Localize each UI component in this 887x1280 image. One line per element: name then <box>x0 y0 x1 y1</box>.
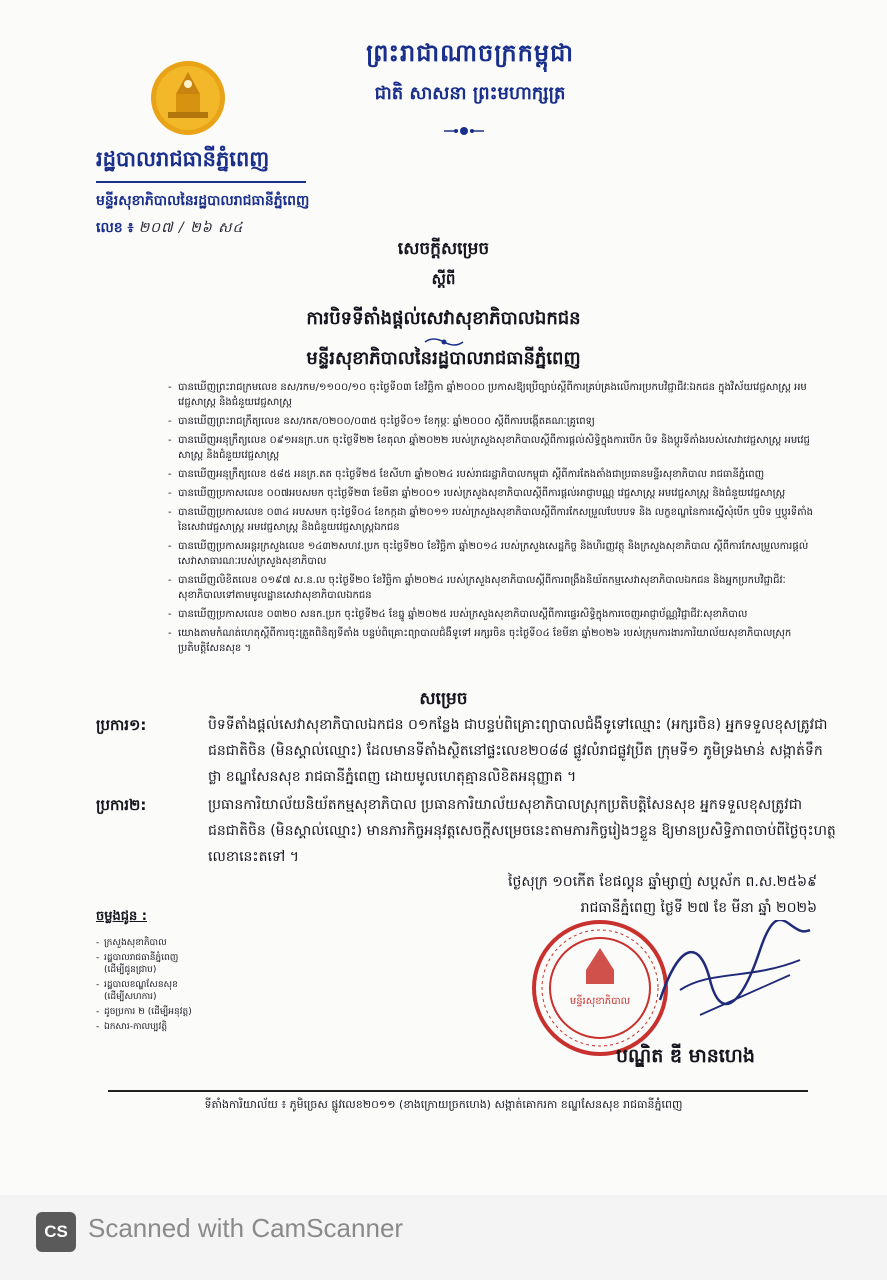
legal-references-list <box>168 380 816 660</box>
reference-item: - បានឃើញប្រកាសលេខ ០០៧អបសមក ចុះថ្ងៃទី២៣ ខែមីនា ឆ្នាំ២០០១ របស់ក្រសួងសុខាភិបាលស្តីពីការផ្តល់អាជ្ញាបណ្ណ វេជ្ជសាស្ត្រ អមវេជ្ជសាស្ត្រ និងជំនួយវេជ្ជសាស្ត្រ <box>168 486 816 501</box>
reference-item: - បានឃើញព្រះរាជក្រឹត្យលេខ នស/រកត/០២០០/០៣៥ ចុះថ្ងៃទី០១ ខែកុម្ភៈ ឆ្នាំ២០០០ ស្តីពីការបង្កើតគណៈគ្រូពេទ្យ <box>168 414 816 429</box>
national-motto: ជាតិ សាសនា ព្រះមហាក្សត្រ <box>374 83 566 104</box>
lunar-date: ថ្ងៃសុក្រ ១០កើត ខែផល្គុន ឆ្នាំម្សាញ់ សប្តស័ក ព.ស.២៥៦៩ <box>508 874 817 890</box>
recipients-title: ចម្លងជូន : <box>96 909 147 924</box>
issuer-block <box>96 146 309 239</box>
camscanner-logo-icon: CS <box>36 1212 76 1252</box>
scanner-watermark-text: Scanned with CamScanner <box>88 1213 404 1243</box>
handwritten-signature-icon <box>640 920 820 1030</box>
decision-subject-label: ស្តីពី <box>431 270 456 288</box>
recipient-item: - ដូចប្រការ ២ (ដើម្បីអនុវត្ត) <box>96 1006 192 1018</box>
decision-title: សេចក្តីសម្រេច <box>397 239 490 259</box>
reference-item: - បានឃើញប្រកាសលេខ ០៣៤ អបសមក ចុះថ្ងៃទី០៤ ខែកក្កដា ឆ្នាំ២០១១ របស់ក្រសួងសុខាភិបាលស្តីពីការកែសម្រួលបែបបទ និង លក្ខខណ្ឌនៃការស្នើសុំបើក ឬបិទ ឬប្តូរទីតាំងនៃសេវាវេជ្ជសាស្ត្រ អមវេជ្ជសាស្ត្រ និងជំនួយវេជ្ជសាស្ត្រឯកជន <box>168 505 816 535</box>
recipient-item: - រដ្ឋបាលរាជធានីភ្នំពេញ (ដើម្បីជូនជ្រាប) <box>96 952 192 976</box>
department-name: មន្ទីរសុខាភិបាលនៃរដ្ឋបាលរាជធានីភ្នំពេញ <box>96 193 310 209</box>
ornament-divider-icon <box>444 124 484 138</box>
recipients-list <box>96 937 192 1033</box>
issuer-name: រដ្ឋបាលរាជធានីភ្នំពេញ <box>96 147 270 171</box>
kingdom-header <box>300 38 640 108</box>
seal-text: មន្ទីរសុខាភិបាល <box>569 996 631 1007</box>
reference-number <box>96 218 309 239</box>
kingdom-name: ព្រះរាជាណាចក្រកម្ពុជា <box>366 39 574 67</box>
reference-item: - បានឃើញប្រកាសលេខ ០៣២០ សនក.ប្រក ចុះថ្ងៃទី២៤ ខែធ្នូ ឆ្នាំ២០២៥ របស់ក្រសួងសុខាភិបាលស្តីពីការផ្ទេរសិទ្ធិក្នុងការចេញអាជ្ញាប័ណ្ណវិជ្ជាជីវៈសុខាភិបាល <box>168 607 816 622</box>
recipient-item: - ឯកសារ-កាលប្បវត្តិ <box>96 1021 192 1033</box>
decision-subject: ការបិទទីតាំងផ្តល់សេវាសុខាភិបាលឯកជន <box>306 308 581 329</box>
article-1-text: បិទទីតាំងផ្តល់សេវាសុខាភិបាលឯកជន ០១កន្លែង ជាបន្ទប់ពិគ្រោះព្យាបាលជំងឺទូទៅឈ្មោះ (អក្សរចិន) អ្នកទទួលខុសត្រូវជាជនជាតិចិន (មិនស្គាល់ឈ្មោះ) ដែលមានទីតាំងស្ថិតនៅផ្ទះលេខ២០៨៨ ផ្លូវលំរាជផ្លូវប្រីត ក្រុមទី១ ភូមិទ្រងមាន់ សង្កាត់ទឹកថ្លា ខណ្ឌសែនសុខ រាជធានីភ្នំពេញ ដោយមូលហេតុគ្មានលិខិតអនុញ្ញាត ។ <box>208 717 828 785</box>
reference-item: - បានឃើញអនុក្រឹត្យលេខ ៥៨៥ អនក្រ.តត ចុះថ្ងៃទី២៥ ខែសីហា ឆ្នាំ២០២៤ របស់រាជរដ្ឋាភិបាលកម្ពុជា ស្តីពីការតែងតាំងជាប្រធានមន្ទីរសុខាភិបាល រាជធានីភ្នំពេញ <box>168 467 816 482</box>
issuer-underline <box>96 181 306 183</box>
article-2-label: ប្រការ២: <box>96 796 147 814</box>
article-2 <box>96 792 836 870</box>
decision-authority: មន្ទីរសុខាភិបាលនៃរដ្ឋបាលរាជធានីភ្នំពេញ <box>306 348 581 369</box>
reference-item: - បានឃើញប្រកាសអន្តរក្រសួងលេខ ១៤៣២សហវ.ប្រក ចុះថ្ងៃទី២០ ខែវិច្ឆិកា ឆ្នាំ២០១៤ របស់ក្រសួងសេដ្ឋកិច្ច និងហិរញ្ញវត្ថុ និងក្រសួងសុខាភិបាល ស្តីពីការកែសម្រួលការផ្តល់សេវាសាធារណៈរបស់ក្រសួងសុខាភិបាល <box>168 539 816 569</box>
article-1-label: ប្រការ១: <box>96 716 147 734</box>
article-1 <box>96 712 836 790</box>
solar-date: រាជធានីភ្នំពេញ ថ្ងៃទី ២៧ ខែ មីនា ឆ្នាំ ២០២៦ <box>580 900 817 916</box>
reference-item: - បានឃើញព្រះរាជក្រមលេខ នស/រកម/១១០០/១០ ចុះថ្ងៃទី០៣ ខែវិច្ឆិកា ឆ្នាំ២០០០ ប្រកាសឱ្យប្រើច្បាប់ស្តីពីការគ្រប់គ្រងលើការប្រកបវិជ្ជាជីវៈឯកជន ក្នុងវិស័យវេជ្ជសាស្ត្រ អមវេជ្ជសាស្ត្រ និងជំនួយវេជ្ជសាស្ត្រ <box>168 380 816 410</box>
reference-label: លេខ ៖ <box>96 220 134 236</box>
signatory-name: បណ្ឌិត ឌី មានហេង <box>616 1045 755 1067</box>
reference-item: - យោងតាមកំណត់ហេតុស្តីពីការចុះត្រួតពិនិត្យទីតាំង បន្ទប់ពិគ្រោះព្យាបាលជំងឺទូទៅ អក្សរចិន ចុះថ្ងៃទី០៤ ខែមីនា ឆ្នាំ២០២៦ របស់ក្រុមការងារការិយាល័យសុខាភិបាលស្រុកប្រតិបត្តិសែនសុខ ។ <box>168 626 816 656</box>
reference-value: ២០៧ / ២៦ ស៤ <box>138 220 244 236</box>
footer-divider <box>108 1090 808 1092</box>
article-2-text: ប្រធានការិយាល័យនិយ័តកម្មសុខាភិបាល ប្រធានការិយាល័យសុខាភិបាលស្រុកប្រតិបត្តិសែនសុខ អ្នកទទួលខុសត្រូវជាជនជាតិចិន (មិនស្គាល់ឈ្មោះ) មានភារកិច្ចអនុវត្តសេចក្តីសម្រេចនេះតាមភារកិច្ចរៀងៗខ្លួន ឱ្យមានប្រសិទ្ធិភាពចាប់ពីថ្ងៃចុះហត្ថលេខានេះតទៅ ។ <box>208 797 836 865</box>
recipients-block <box>96 908 192 1036</box>
recipient-item: - រដ្ឋបាលខណ្ឌសែនសុខ (ដើម្បីសហការ) <box>96 979 192 1003</box>
recipient-item: - ក្រសួងសុខាភិបាល <box>96 937 192 949</box>
royal-emblem-icon <box>150 60 226 136</box>
reference-item: - បានឃើញលិខិតលេខ ០១៩៧ ស.ន.ល ចុះថ្ងៃទី២០ ខែវិច្ឆិកា ឆ្នាំ២០២៤ របស់ក្រសួងសុខាភិបាលស្តីពីការពង្រឹងនិយ័តកម្មសេវាសុខាភិបាលឯកជន និងអ្នកប្រកបវិជ្ជាជីវៈសុខាភិបាលទៅតាមមូលដ្ឋានសេវាសុខាភិបាលឯកជន <box>168 573 816 603</box>
decision-heading: សម្រេច <box>419 689 468 709</box>
footer-address: ទីតាំងការិយាល័យ ៖ ភូមិច្រេស ផ្លូវលេខ២០១១ (ខាងក្រោយច្រកហេង) សង្កាត់គោករកា ខណ្ឌសែនសុខ រាជធានីភ្នំពេញ <box>204 1098 683 1111</box>
reference-item: - បានឃើញអនុក្រឹត្យលេខ ០៩១អនក្រ.បក ចុះថ្ងៃទី២២ ខែតុលា ឆ្នាំ២០២២ របស់ក្រសួងសុខាភិបាលស្តីពីការផ្តល់សិទ្ធិក្នុងការបើក បិទ និងប្តូរទីតាំងរបស់សេវាវេជ្ជសាស្ត្រ អមវេជ្ជសាស្ត្រ និងជំនួយវេជ្ជសាស្ត្រ <box>168 433 816 463</box>
